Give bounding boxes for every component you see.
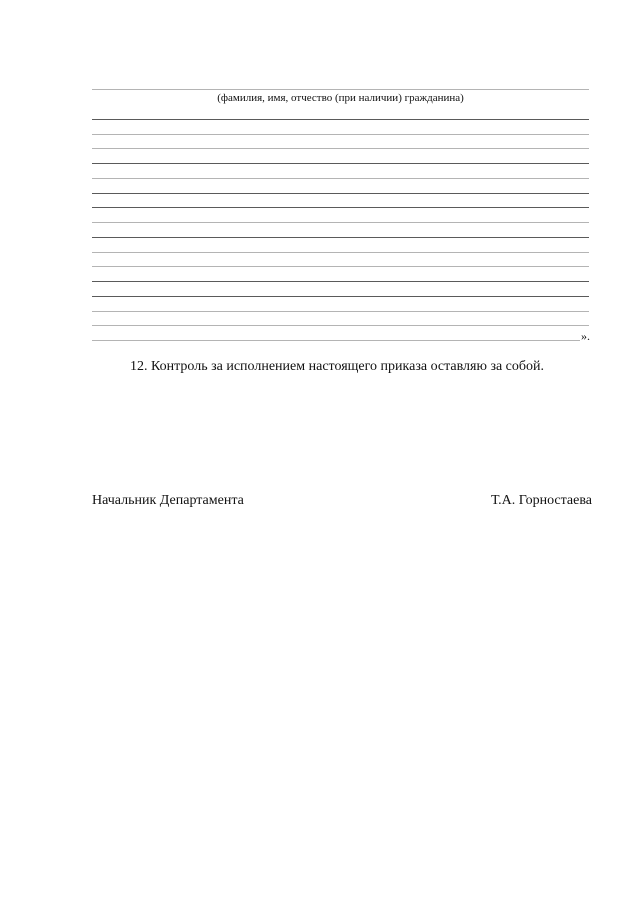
blank-line [92,119,589,120]
blank-line [92,148,589,149]
name-caption: (фамилия, имя, отчество (при наличии) гражданина) [217,92,464,104]
blank-line [92,163,589,164]
citizen-name-form [92,0,589,345]
signatory-position: Начальник Департамента [92,493,244,508]
final-line [92,340,580,341]
name-line [92,89,589,90]
blank-line [92,325,589,326]
blank-line [92,207,589,208]
signatory-name: Т.А. Горностаева [490,493,592,508]
blank-line [92,134,589,135]
blank-line [92,252,589,253]
blank-line [92,178,589,179]
blank-line [92,193,589,194]
blank-line [92,222,589,223]
blank-line [92,237,589,238]
paragraph-12: 12. Контроль за исполнением настоящего приказа оставляю за собой. [130,359,545,374]
blank-line [92,281,589,282]
blank-line [92,311,589,312]
blank-line [92,296,589,297]
blank-line [92,266,589,267]
closing-quote: ». [581,329,590,343]
